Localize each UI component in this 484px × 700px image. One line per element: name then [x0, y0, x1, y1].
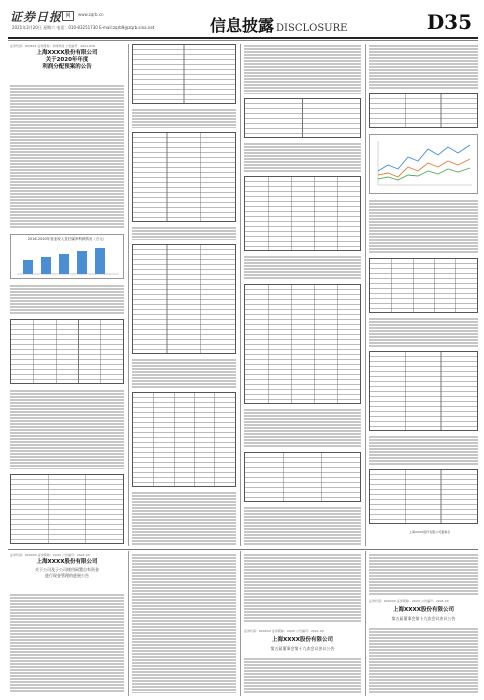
- body-text: [244, 657, 361, 693]
- body-text: [10, 284, 124, 314]
- body-text: [369, 627, 478, 693]
- article-bottom-right: [369, 553, 478, 696]
- chart-line: [378, 159, 470, 177]
- body-text: [244, 408, 361, 448]
- body-text: [369, 44, 478, 89]
- line-chart-graphic: [370, 135, 477, 193]
- column-divider: [365, 551, 366, 696]
- bar-chart: [10, 234, 124, 279]
- body-text: [369, 553, 478, 595]
- article-title: 利润分配预案的公告: [42, 64, 92, 70]
- column-divider: [128, 44, 129, 546]
- article-code-line: 证券代码：600XXX 证券简称：XXXX 公告编号：2021-XX: [244, 629, 324, 633]
- body-text: [369, 317, 478, 347]
- data-table: [244, 98, 361, 138]
- body-text: [132, 108, 236, 128]
- data-table: [132, 244, 236, 354]
- body-text: [132, 358, 236, 388]
- data-table: [132, 392, 236, 487]
- article-bottom-mid: [244, 553, 361, 696]
- signature: 上海XXXX股份有限公司董事会: [409, 530, 451, 534]
- body-text: [132, 226, 236, 240]
- column-divider: [365, 44, 366, 546]
- body-text: [244, 553, 361, 623]
- chart-bar: [59, 254, 69, 274]
- chart-bar: [41, 257, 51, 274]
- logo-seal: 网: [62, 11, 74, 21]
- article-title: 上海XXXX股份有限公司: [36, 50, 98, 56]
- bar-chart-graphic: [11, 242, 123, 278]
- page-number: D35: [426, 10, 472, 34]
- section-title: 信息披露 DISCLOSURE: [210, 16, 348, 35]
- article-title: 上海XXXX股份有限公司: [393, 607, 454, 613]
- chart-line: [378, 145, 470, 171]
- article-code-line: 证券代码：600XXX 证券简称：XXXX 公告编号：2021-XX: [10, 553, 90, 557]
- body-text: [369, 199, 478, 254]
- body-text: [132, 553, 236, 693]
- body-text: [10, 389, 124, 469]
- body-text: [244, 142, 361, 172]
- section-title-en: DISCLOSURE: [276, 23, 348, 34]
- data-table: [244, 452, 361, 502]
- chart-bar: [95, 248, 105, 274]
- column-divider: [128, 551, 129, 696]
- article-bottom-left: [10, 553, 124, 696]
- masthead-rule-thin: [8, 40, 478, 41]
- article-bottom-col2: [132, 553, 236, 696]
- data-table: [132, 132, 236, 222]
- article-column-3: [244, 44, 361, 548]
- body-text: [10, 84, 124, 229]
- body-text: [132, 491, 236, 546]
- masthead: [8, 6, 478, 36]
- chart-title: 2016-2020年营业收入及归属净利润情况（万元）: [27, 237, 107, 241]
- column-divider: [240, 44, 241, 546]
- article-subtitle: 关于公司及子公司使用闲置自有资金 进行现金管理的进展公告: [35, 567, 99, 578]
- article-code-line: 证券代码：603679 证券简称：华体科技 公告编号：2021-018: [10, 44, 95, 48]
- data-table: [369, 93, 478, 128]
- column-divider: [240, 551, 241, 696]
- data-table: [244, 284, 361, 404]
- article-subtitle: 第五届董事会第十九次会议决议公告: [391, 616, 456, 621]
- newspaper-logo: 证券日报: [10, 10, 63, 24]
- data-table: [10, 319, 124, 384]
- section-divider: [8, 549, 478, 550]
- body-text: [244, 44, 361, 94]
- body-text: [10, 593, 124, 693]
- body-text: [244, 506, 361, 546]
- chart-line: [378, 168, 470, 180]
- article-title: 关于2020年年度: [45, 57, 89, 63]
- data-table: [369, 469, 478, 524]
- data-table: [369, 258, 478, 313]
- masthead-rule: [8, 37, 478, 39]
- article-title: 上海XXXX股份有限公司: [36, 559, 98, 565]
- issue-meta: 2021年3月20日 星期六 电话：010-83251730 E-mail:zqrb9@zqrb.sina.net: [12, 25, 155, 30]
- article-top-left: [10, 44, 124, 548]
- data-table: [10, 474, 124, 544]
- article-column-4: [369, 44, 478, 548]
- data-table: [132, 44, 236, 104]
- body-text: [369, 435, 478, 465]
- article-subtitle: 第五届董事会第十九次会议决议公告: [270, 646, 335, 651]
- site-url: www.zqrb.cn: [78, 12, 104, 17]
- data-table: [244, 176, 361, 251]
- article-code-line: 证券代码：600XXX 证券简称：XXXX 公告编号：2021-XX: [369, 599, 449, 603]
- line-chart: [369, 134, 478, 194]
- data-table: [369, 351, 478, 431]
- article-title: 上海XXXX股份有限公司: [272, 637, 333, 643]
- chart-bar: [23, 260, 33, 274]
- chart-bar: [77, 251, 87, 274]
- article-column-2: [132, 44, 236, 548]
- body-text: [244, 255, 361, 280]
